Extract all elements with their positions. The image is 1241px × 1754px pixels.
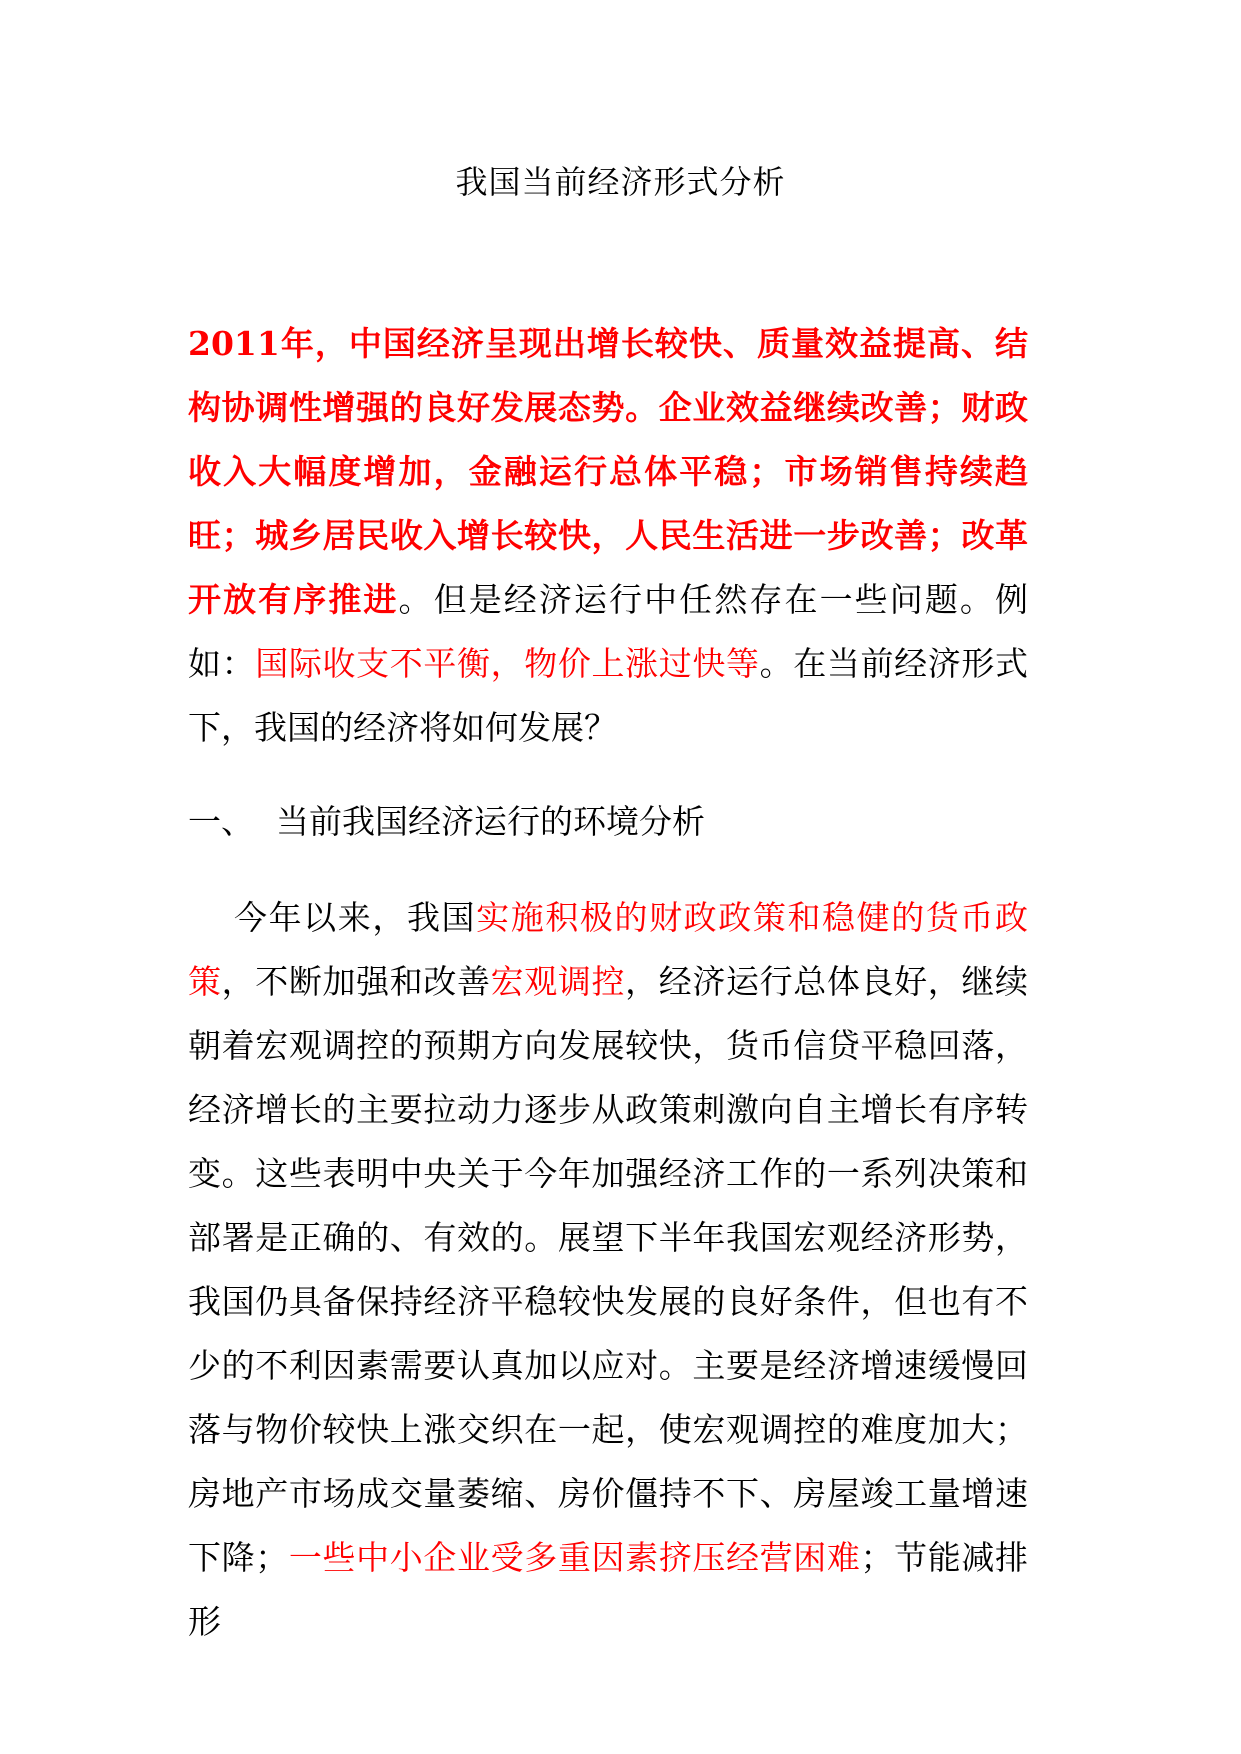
intro-text-question: 。在当前经济形式下，我国的经济将如何发展？: [188, 644, 1028, 747]
body-text-2: ，不断加强和改善: [221, 962, 491, 1001]
intro-text-problems: 。但是经济运行中任然存在一些问题。例如：: [188, 580, 1029, 683]
document-title: 我国当前经济形式分析: [455, 163, 786, 201]
body-highlight-smes: 一些中小企业受多重因素挤压经营困难: [288, 1538, 861, 1577]
body-text-3: ，经济运行总体良好，继续朝着宏观调控的预期方向发展较快，货币信贷平稳回落，经济增长的主要拉动力逐步从政策刺激向自主增长有序转变。这些表明中央关于今年加强经济工作的一系列决策和部署是正确的、有效的。展望下半年我国宏观经济形势，我国仍具备保持经济平稳较快发展的良好条件，但也有不少的不利因素需要认真加以应对。主要是经济增速缓慢回落与物价较快上涨交织在一起，使宏观调控的难度加大；房地产市场成交量萎缩、房价僵持不下、房屋竣工量增速下降；: [188, 962, 1028, 1577]
section-heading-1: [188, 790, 705, 854]
body-text-4: ；节能减排形: [188, 1538, 1028, 1641]
body-text-1: 今年以来，我国: [234, 898, 477, 937]
intro-paragraph: [188, 312, 1028, 760]
section-title: 当前我国经济运行的环境分析: [276, 802, 705, 841]
body-highlight-policy: 实施积极的财政政策和稳健的货币政策: [188, 898, 1029, 1001]
intro-highlight-achievements: 2011年，中国经济呈现出增长较快、质量效益提高、结构协调性增强的良好发展态势。企业效益继续改善；财政收入大幅度增加，金融运行总体平稳；市场销售持续趋旺；城乡居民收入增长较快，人民生活进一步改善；改革开放有序推进: [188, 324, 1028, 619]
section-number: 一、: [188, 802, 254, 841]
intro-highlight-problems: 国际收支不平衡，物价上涨过快等: [255, 644, 760, 683]
section-1-paragraph: [188, 886, 1028, 1654]
body-highlight-macro-control: 宏观调控: [490, 962, 626, 1001]
